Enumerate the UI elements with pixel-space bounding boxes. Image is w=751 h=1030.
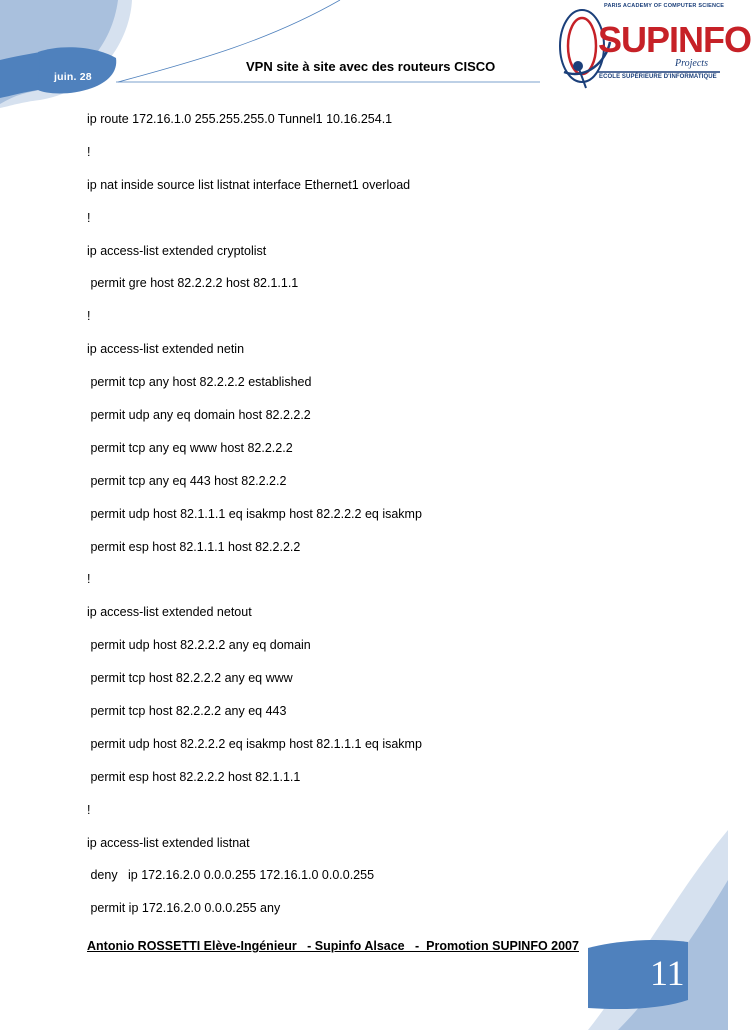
config-line: ip access-list extended netin	[87, 342, 245, 357]
logo-school-name: ECOLE SUPÉRIEURE D'INFORMATIQUE	[599, 74, 717, 80]
page-number: 11	[650, 953, 685, 993]
config-line: permit ip 172.16.2.0 0.0.0.255 any	[87, 901, 281, 916]
config-line: permit tcp any host 82.2.2.2 established	[87, 375, 312, 390]
config-line: ip access-list extended listnat	[87, 835, 250, 850]
config-line: ip access-list extended cryptolist	[87, 243, 267, 258]
logo-tagline: PARIS ACADEMY OF COMPUTER SCIENCE	[604, 3, 725, 9]
logo-subtitle: Projects	[675, 58, 708, 69]
config-line: permit esp host 82.2.2.2 host 82.1.1.1	[87, 769, 301, 784]
config-line: ip nat inside source list listnat interface Ethernet1 overload	[87, 177, 411, 192]
config-line: !	[87, 802, 91, 817]
config-line: permit tcp any eq www host 82.2.2.2	[87, 440, 293, 455]
config-line: permit udp host 82.2.2.2 any eq domain	[87, 638, 311, 653]
config-line: permit tcp host 82.2.2.2 any eq www	[87, 671, 293, 686]
config-line: permit udp host 82.1.1.1 eq isakmp host 82.2.2.2 eq isakmp	[87, 506, 422, 521]
config-line: !	[87, 572, 91, 587]
cisco-config-listing	[87, 111, 647, 933]
config-line: permit esp host 82.1.1.1 host 82.2.2.2	[87, 539, 301, 554]
footer-corner-decoration	[508, 830, 728, 1030]
header-date: juin. 28	[54, 71, 92, 83]
config-line: permit udp host 82.2.2.2 eq isakmp host 82.1.1.1 eq isakmp	[87, 736, 422, 751]
config-line: deny ip 172.16.2.0 0.0.0.255 172.16.1.0 0.0.0.255	[87, 868, 375, 883]
logo-wordmark: SUPINFO	[598, 19, 751, 60]
config-line: ip access-list extended netout	[87, 605, 252, 620]
config-line: permit udp any eq domain host 82.2.2.2	[87, 408, 311, 423]
footer-author: Antonio ROSSETTI Elève-Ingénieur - Supinfo Alsace - Promotion SUPINFO 2007	[87, 939, 579, 953]
config-line: !	[87, 309, 91, 324]
config-line: !	[87, 144, 91, 159]
document-title: VPN site à site avec des routeurs CISCO	[246, 59, 496, 74]
config-line: ip route 172.16.1.0 255.255.255.0 Tunnel1 10.16.254.1	[87, 112, 393, 126]
config-line: permit gre host 82.2.2.2 host 82.1.1.1	[87, 276, 299, 291]
config-line: permit tcp any eq 443 host 82.2.2.2	[87, 473, 287, 488]
config-line: !	[87, 210, 91, 225]
header-corner-decoration	[0, 0, 140, 110]
config-line: permit tcp host 82.2.2.2 any eq 443	[87, 704, 287, 719]
